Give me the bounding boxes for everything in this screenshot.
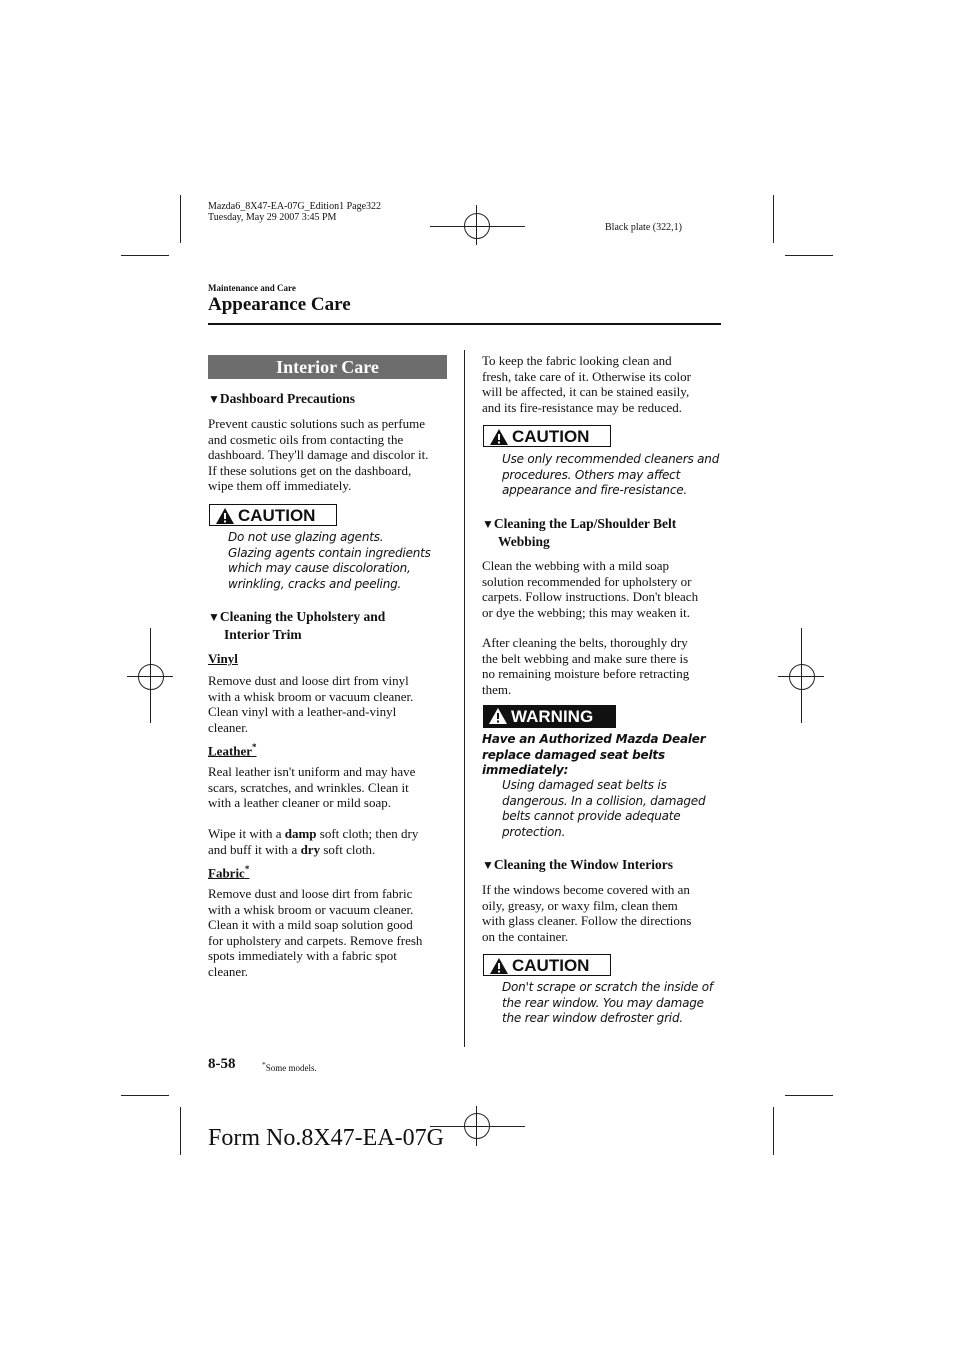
- leather-subheading: [208, 742, 257, 759]
- text-line: Clean the webbing with a mild soap: [482, 558, 670, 573]
- text-line: with a whisk broom or vacuum cleaner.: [208, 688, 414, 704]
- warning-triangle-icon: [489, 428, 509, 446]
- text-line: with glass cleaner. Follow the directions: [482, 913, 692, 929]
- crop-mark-top-right-v: [773, 195, 774, 243]
- dashboard-heading: [208, 390, 355, 408]
- text-line: wrinkling, cracks and peeling.: [228, 576, 402, 591]
- text-line: Remove dust and loose dirt from fabric: [208, 886, 413, 901]
- upholstery-heading-line1: Cleaning the Upholstery and: [219, 609, 386, 624]
- leather-label: Leather: [208, 743, 253, 759]
- caution-label: CAUTION: [512, 956, 590, 975]
- dashboard-heading-text: Dashboard Precautions: [219, 391, 356, 406]
- text-line: If the windows become covered with an: [482, 882, 690, 897]
- crop-mark-top-right-h: [785, 255, 833, 256]
- text-line: the belt webbing and make sure there is: [482, 650, 689, 666]
- text-line: appearance and fire-resistance.: [502, 483, 688, 497]
- interior-care-banner: Interior Care: [208, 355, 447, 379]
- text-run: Wipe it with a: [208, 826, 285, 841]
- text-line: fresh, take care of it. Otherwise its color: [482, 368, 692, 384]
- text-line: [208, 842, 453, 858]
- crop-mark-bottom-left-v: [180, 1107, 181, 1155]
- belt-paragraph-1: [482, 558, 727, 620]
- text-line: on the container.: [482, 928, 569, 944]
- text-line: Don't scrape or scratch the inside of: [502, 980, 713, 994]
- text-line: protection.: [502, 824, 566, 839]
- window-heading: [482, 856, 673, 874]
- warning-triangle-icon: [489, 957, 509, 975]
- fabric-subheading: [208, 864, 249, 881]
- text-line: immediately:: [482, 763, 569, 777]
- vinyl-paragraph: [208, 673, 453, 735]
- upholstery-heading: [208, 608, 385, 643]
- triangle-down-icon: ▼: [208, 610, 220, 624]
- text-line: the rear window defroster grid.: [502, 1011, 683, 1025]
- caution-badge: [483, 954, 611, 976]
- dashboard-caution-text: [228, 530, 431, 592]
- text-line: with a whisk broom or vacuum cleaner.: [208, 901, 414, 917]
- triangle-down-icon: ▼: [482, 858, 494, 872]
- crop-mark-bottom-right-v: [773, 1107, 774, 1155]
- belt-paragraph-2: [482, 635, 727, 697]
- text-run: and buff it with a: [208, 841, 301, 857]
- text-line: Prevent caustic solutions such as perfume: [208, 416, 425, 431]
- triangle-down-icon: ▼: [482, 517, 494, 531]
- text-line: Do not use glazing agents.: [228, 530, 384, 544]
- text-line: Glazing agents contain ingredients: [228, 545, 431, 560]
- text-line: Clean it with a mild soap solution good: [208, 917, 413, 933]
- text-line: and cosmetic oils from contacting the: [208, 431, 404, 447]
- caution-badge: [209, 504, 337, 526]
- text-line: or dye the webbing; this may weaken it.: [482, 604, 690, 620]
- crop-mark-top-left-h: [121, 255, 169, 256]
- text-line: Real leather isn't uniform and may have: [208, 764, 416, 779]
- some-models-star: *: [252, 742, 257, 752]
- page-title: Appearance Care: [208, 294, 351, 315]
- fabric-label: Fabric: [208, 865, 245, 881]
- some-models-star: *: [244, 864, 250, 874]
- window-heading-text: Cleaning the Window Interiors: [493, 857, 674, 872]
- text-run: soft cloth.: [320, 841, 376, 857]
- text-run: soft cloth; then dry: [316, 826, 419, 841]
- text-line: belts cannot provide adequate: [502, 809, 681, 823]
- belt-heading: [482, 515, 676, 550]
- title-rule: [208, 323, 721, 325]
- text-line: [208, 826, 453, 842]
- text-line: and its fire-resistance may be reduced.: [482, 399, 682, 415]
- triangle-down-icon: ▼: [208, 392, 220, 406]
- caution-label: CAUTION: [512, 427, 590, 446]
- text-line: dashboard. They'll damage and discolor it.: [208, 447, 429, 463]
- leather-paragraph: [208, 764, 453, 811]
- footnote-star: *: [262, 1060, 266, 1069]
- text-line: which may cause discoloration,: [228, 561, 411, 575]
- leather-wipe-paragraph: [208, 826, 453, 857]
- crop-mark-bottom-left-h: [121, 1095, 169, 1096]
- text-line: the rear window. You may damage: [502, 995, 704, 1010]
- text-line: carpets. Follow instructions. Don't bleach: [482, 589, 699, 605]
- text-line: Use only recommended cleaners and: [502, 452, 720, 466]
- text-line: wipe them off immediately.: [208, 478, 352, 494]
- belt-heading-line2: Webbing: [498, 534, 550, 549]
- emphasis-dry: dry: [300, 841, 321, 857]
- text-line: replace damaged seat belts: [482, 747, 665, 762]
- text-line: Using damaged seat belts is: [502, 778, 667, 792]
- text-line: no remaining moisture before retracting: [482, 666, 690, 682]
- fabric-care-paragraph: [482, 353, 727, 415]
- section-label: Maintenance and Care: [208, 283, 296, 293]
- page-number: 8-58: [208, 1056, 236, 1072]
- dashboard-paragraph: [208, 416, 453, 494]
- caution-label: CAUTION: [238, 506, 316, 525]
- text-line: procedures. Others may affect: [502, 467, 681, 482]
- belt-warning-text: [502, 778, 705, 840]
- plate-label: Black plate (322,1): [605, 222, 682, 233]
- form-number: Form No.8X47-EA-07G: [208, 1125, 444, 1151]
- footnote-text: Some models.: [265, 1063, 317, 1073]
- footnote: [262, 1060, 317, 1073]
- text-line: spots immediately with a fabric spot: [208, 948, 397, 964]
- emphasis-damp: damp: [284, 826, 317, 841]
- print-date-line: Tuesday, May 29 2007 3:45 PM: [208, 212, 337, 223]
- crop-mark-top-left-v: [180, 195, 181, 243]
- crop-mark-bottom-right-h: [785, 1095, 833, 1096]
- caution-badge: [483, 425, 611, 447]
- text-line: Remove dust and loose dirt from vinyl: [208, 673, 409, 688]
- text-line: cleaner.: [208, 719, 249, 735]
- text-line: solution recommended for upholstery or: [482, 573, 692, 589]
- text-line: Clean vinyl with a leather-and-vinyl: [208, 704, 397, 720]
- text-line: If these solutions get on the dashboard,: [208, 462, 412, 478]
- fabric-caution-text: [502, 452, 719, 499]
- warning-label: WARNING: [511, 707, 594, 726]
- column-divider: [464, 350, 465, 1047]
- print-file-line: Mazda6_8X47-EA-07G_Edition1 Page322: [208, 201, 382, 212]
- warning-badge: [483, 705, 616, 728]
- text-line: with a leather cleaner or mild soap.: [208, 795, 392, 811]
- text-line: dangerous. In a collision, damaged: [502, 793, 706, 808]
- belt-warning-lead: [482, 732, 705, 779]
- belt-heading-line1: Cleaning the Lap/Shoulder Belt: [493, 516, 677, 531]
- text-line: scars, scratches, and wrinkles. Clean it: [208, 779, 409, 795]
- text-line: will be affected, it can be stained easily,: [482, 384, 690, 400]
- text-line: cleaner.: [208, 963, 249, 979]
- text-line: for upholstery and carpets. Remove fresh: [208, 932, 423, 948]
- window-paragraph: [482, 882, 727, 944]
- text-line: Have an Authorized Mazda Dealer: [482, 732, 706, 746]
- warning-triangle-icon: [215, 507, 235, 525]
- vinyl-subheading: Vinyl: [208, 651, 238, 666]
- text-line: To keep the fabric looking clean and: [482, 353, 672, 368]
- window-caution-text: [502, 980, 713, 1027]
- text-line: oily, greasy, or waxy film, clean them: [482, 897, 678, 913]
- fabric-paragraph: [208, 886, 453, 980]
- text-line: them.: [482, 681, 512, 697]
- text-line: After cleaning the belts, thoroughly dry: [482, 635, 688, 650]
- warning-triangle-icon: [488, 707, 508, 725]
- upholstery-heading-line2: Interior Trim: [224, 627, 302, 642]
